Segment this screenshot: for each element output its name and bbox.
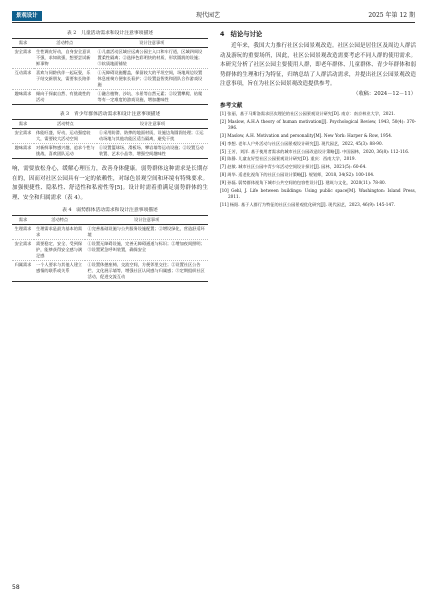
table-cell: 生理需求是最为基本的需求 xyxy=(34,225,85,240)
reference-item: [1] 张丽，基于马斯洛需求层次理论的社区公园景观设计研究[D]. 南京：南京林业大学，2021. xyxy=(220,110,396,116)
reference-item: [9] 孙磊. 弱势群体视角下城市公共空间的包容性设计[J]. 建筑与文化，2020(11): 78-80. xyxy=(220,179,386,185)
table-row xyxy=(12,69,208,90)
table-cell: 体能旺盛，好动，运动强度较大，需要较大活动空间 xyxy=(34,129,97,144)
table-cell: ①采用防滑、防摔的地面材质，设施边角圆润处理；②运动场地与其他功能区适当隔离，避免干扰 xyxy=(97,129,208,144)
right-column xyxy=(220,30,416,210)
table-cell: ①儿童活动区域应远离公园主入口和车行道，区域四周设置柔性隔离；②选择色彩明快的材质、形状圆润的设施；③软质地面铺装 xyxy=(96,48,208,69)
table4-caption: 表 4 弱势群体活动需求和设计注意事项描述 xyxy=(62,208,158,214)
table-row xyxy=(12,261,208,282)
table-cell: 生理需求 xyxy=(12,225,34,240)
page-header xyxy=(12,11,415,21)
table2-col-feature: 活动特点 xyxy=(34,39,96,48)
table-cell: 趣味需求 xyxy=(12,90,34,105)
table3-col-note: 设计注意事项 xyxy=(97,120,208,129)
table-row xyxy=(12,144,208,159)
table4-col-feature: 活动特点 xyxy=(34,216,85,225)
table2-col-note: 设计注意事项 xyxy=(96,39,208,48)
reference-item: [2] Maslow, A.H.A theory of human motivation[J]. Psychological Review, 1943, 50(4): 370-396. xyxy=(220,118,416,131)
table2 xyxy=(12,38,208,105)
table-cell: 喜欢与同龄伙伴一起玩耍，乐于结交新朋友，需要家长陪伴 xyxy=(34,69,96,90)
table-cell: 趣味需求 xyxy=(12,144,34,159)
table-cell: 生性调皮好动，自身安全意识不强，求知欲强，想要尝试新鲜事物 xyxy=(34,48,96,69)
page-number: 58 xyxy=(12,584,20,591)
table-row xyxy=(12,90,208,105)
table-cell: 对新鲜事物感兴趣，追求个性与挑战，喜欢团队运动 xyxy=(34,144,97,159)
table2-col-need: 需求 xyxy=(12,39,34,48)
table3-caption: 表 3 青少年群体活动需求和设计注意事项描述 xyxy=(59,112,161,117)
left-column xyxy=(12,30,208,282)
reference-item: [8] 周华. 适老化视角下的社区公园设计策略[J]. 规划师，2018, 34(S2): 100-104. xyxy=(220,172,375,178)
table-cell: ①设置休憩座椅、交流空间，方便邻里交往；②设置社区公告栏、文化展示墙等，增强社区认同感与归属感；③定期组织社区活动，促进交流互动 xyxy=(85,261,208,282)
reference-list xyxy=(220,111,416,208)
table-cell: ①完善基础设施与公共服务设施配置；②增设绿化，营造舒适环境 xyxy=(85,225,208,240)
body-paragraph: 响，需要放松身心，缓解心理压力，改善身体健康。弱势群体这种需求是长期存在的，因而对社区公园具有一定的依赖性，对绿色景观空间和环境有特殊要求。加强便捷性、隐私性、舒适性和私密性等[5]。设计时需着重满足弱势群体的生理、安全和归属需求（表 4）。 xyxy=(12,166,208,201)
table-cell: 互动需求 xyxy=(12,69,34,90)
table-cell: ①融合植物、沙坑、水景等自然元素；②设置攀爬、钻爬等有一定难度的游戏设施，增加趣味性 xyxy=(96,90,208,105)
table-cell: 归属需求 xyxy=(12,261,34,282)
table-cell: 一个人要求与其他人建立感情的联系或关系 xyxy=(34,261,85,282)
table-cell: ①无障碍设施覆盖，保留较大的平坦空间，场地周边设置休息座椅方便家长看护；②设置益智类和团队合作游戏设施 xyxy=(96,69,208,90)
received-date: （收稿：2024－12－11） xyxy=(353,90,416,97)
table4-col-need: 需求 xyxy=(12,216,34,225)
table-row xyxy=(12,129,208,144)
table-cell: 倾向于探索自然、有挑战性的活动 xyxy=(34,90,96,105)
table-cell: 安全需求 xyxy=(12,240,34,261)
table3-col-need: 需求 xyxy=(12,120,34,129)
reference-item: [5] 王芳，刘洋. 基于使用者需求的城市社区公园改造设计策略[J]. 中国园林，2020, 36(8): 112-116. xyxy=(220,148,410,154)
header-rule xyxy=(12,22,415,23)
table-row xyxy=(12,225,208,240)
section-heading: 4 结论与讨论 xyxy=(220,31,263,38)
references-heading: 参考文献 xyxy=(220,102,243,109)
conclusion-paragraph: 近年来，我国大力推行社区公园景观改造。社区公园是居住区及周边人群活动及游玩的重要场所，因此，社区公园景观改造需要考虑不同人群的使用需求。本研究分析了社区公园主要使用人群，即老年群体、儿童群体、青少年群体和弱势群体的生理和行为特征，归纳总结了人群活动需求，并提出社区公园景观改造注意事项，旨在为社区公园景观改造提供参考。 xyxy=(220,43,416,88)
table3-col-feature: 活动特点 xyxy=(34,120,97,129)
reference-item: [3] Maslow, A.H. Motivation and personality[M]. New York: Harper & Row, 1954. xyxy=(220,133,393,139)
table4-col-note: 设计注意事项 xyxy=(85,216,208,225)
reference-item: [10] Gehl, J. Life between buildings: Using public space[M]. Washington: Island Press, 2011. xyxy=(220,187,416,200)
table-cell: 需要稳定、安全、受到保护，能够获得安全感与满足感 xyxy=(34,240,85,261)
reference-item: [4] 李想. 老年人户外活动与社区公园景观设计研究[J]. 现代园艺，2022, 45(3): 88-90. xyxy=(220,140,383,146)
table2-caption: 表 2 儿童活动需求和设计注意事项描述 xyxy=(66,31,154,36)
reference-item: [6] 陈静. 儿童友好型社区公园景观设计研究[D]. 重庆：西南大学，2019. xyxy=(220,156,356,162)
table-cell: 安全需求 xyxy=(12,48,34,69)
table-cell: 安全需求 xyxy=(12,129,34,144)
journal-name: 现代园艺 xyxy=(196,12,221,19)
section-tag: 景观设计 xyxy=(12,11,42,21)
table-cell: ①设置篮球场、滑板场、攀岩墙等运动设施；②设置互动装置、艺术小品等，增强空间趣味性 xyxy=(97,144,208,159)
table-row xyxy=(12,240,208,261)
table4 xyxy=(12,215,208,282)
table-cell: ①设置无障碍设施，完善无障碍通道与标识；②增加夜间照明；③设置紧急呼叫装置，确保安全 xyxy=(85,240,208,261)
table-row xyxy=(12,48,208,69)
issue-label: 2025 年第 12 期 xyxy=(368,12,415,19)
table3 xyxy=(12,119,208,159)
reference-item: [11] 杨阳. 基于人群行为特征的社区公园景观优化研究[J]. 现代园艺，2023, 46(9): 145-147. xyxy=(220,201,396,207)
reference-item: [7] 赵敏. 城市社区公园中青少年活动空间设计探讨[J]. 园林，2021(5): 60-64. xyxy=(220,164,367,170)
